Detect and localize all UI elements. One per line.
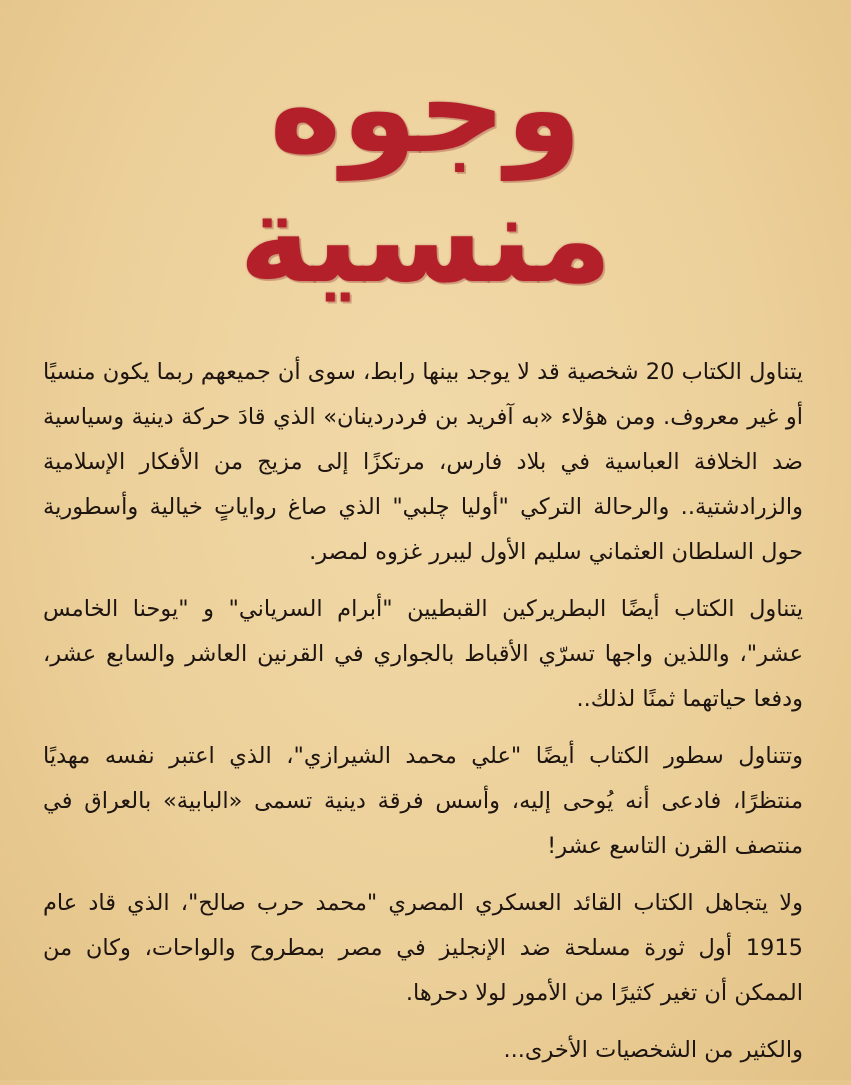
paragraph-4: ولا يتجاهل الكتاب القائد العسكري المصري "محمد حرب صالح"، الذي قاد عام 1915 أول ثورة مسلحة ضد الإنجليز في مصر بمطروح والواحات، وكان من الممكن أن تغير كثيرًا من الأمور لولا دحرها. [43, 890, 803, 1006]
blurb-text [43, 350, 803, 1085]
paragraph-5: والكثير من الشخصيات الأخرى... [503, 1037, 803, 1063]
paragraph-3: وتتناول سطور الكتاب أيضًا "علي محمد الشيرازي"، الذي اعتبر نفسه مهديًا منتظرًا، فادعى أنه يُوحى إليه، وأسس فرقة دينية تسمى «البابية» بالعراق في منتصف القرن التاسع عشر! [43, 743, 803, 859]
paragraph-1: يتناول الكتاب 20 شخصية قد لا يوجد بينها رابط، سوى أن جميعهم ربما يكون منسيًا أو غير معروف. ومن هؤلاء «به آفريد بن فردردينان» الذي قادَ حركة دينية وسياسية ضد الخلافة العباسية في بلاد فارس، مرتكزًا إلى مزيج من الأفكار الإسلامية والزرادشتية.. والرحالة التركي "أوليا چلبي" الذي صاغ رواياتٍ خيالية وأسطورية حول السلطان العثماني سليم الأول ليبرر غزوه لمصر. [42, 359, 803, 565]
book-title [0, 40, 851, 330]
title-line-1: وجوه [269, 38, 582, 180]
paragraph-2: يتناول الكتاب أيضًا البطريركين القبطيين "أبرام السرياني" و "يوحنا الخامس عشر"، واللذين واجها تسرّي الأقباط بالجواري في القرنين العاشر والسابع عشر، ودفعا حياتهما ثمنًا لذلك.. [43, 596, 803, 712]
title-line-2: منسية [238, 168, 613, 310]
